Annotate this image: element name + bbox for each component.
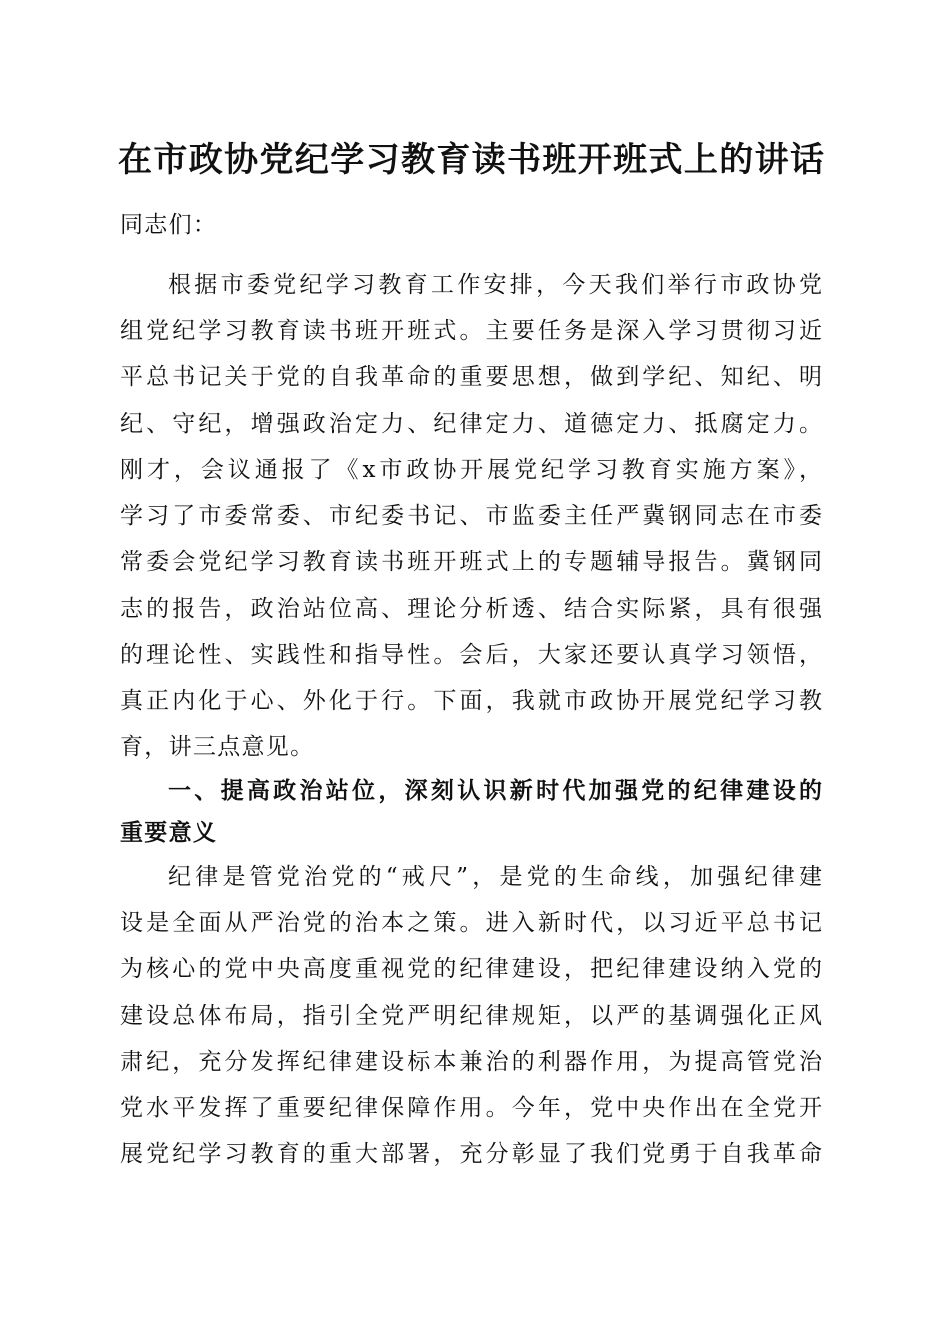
paragraph-line: 建设总体布局，指引全党严明纪律规矩，以严的基调强化正风 (120, 1003, 822, 1029)
paragraph-line: 根据市委党纪学习教育工作安排，今天我们举行市政协党 (168, 272, 822, 298)
salutation: 同志们： (120, 212, 218, 238)
paragraph-line: 真正内化于心、外化于行。下面，我就市政协开展党纪学习教 (120, 688, 822, 714)
paragraph-line: 党水平发挥了重要纪律保障作用。今年，党中央作出在全党开 (120, 1095, 822, 1121)
section-heading-line: 一、提高政治站位，深刻认识新时代加强党的纪律建设的 (168, 777, 822, 804)
paragraph-line: 展党纪学习教育的重大部署，充分彰显了我们党勇于自我革命 (120, 1141, 822, 1167)
document-title: 在市政协党纪学习教育读书班开班式上的讲话 (118, 140, 824, 180)
paragraph-line: 纪律是管党治党的“戒尺”，是党的生命线，加强纪律建 (168, 864, 822, 890)
paragraph-line: 设是全面从严治党的治本之策。进入新时代，以习近平总书记 (120, 910, 822, 936)
paragraph-line: 纪、守纪，增强政治定力、纪律定力、道德定力、抵腐定力。 (120, 411, 822, 437)
paragraph-line: 的理论性、实践性和指导性。会后，大家还要认真学习领悟， (120, 642, 822, 668)
paragraph-line: 育，讲三点意见。 (120, 734, 315, 760)
paragraph-line: 常委会党纪学习教育读书班开班式上的专题辅导报告。冀钢同 (120, 549, 822, 575)
paragraph-line: 学习了市委常委、市纪委书记、市监委主任严冀钢同志在市委 (120, 503, 822, 529)
paragraph-line: 志的报告，政治站位高、理论分析透、结合实际紧，具有很强 (120, 596, 822, 622)
paragraph-line: 肃纪，充分发挥纪律建设标本兼治的利器作用，为提高管党治 (120, 1049, 822, 1075)
section-heading-line: 重要意义 (120, 819, 218, 846)
paragraph-line: 刚才，会议通报了《x市政协开展党纪学习教育实施方案》， (120, 457, 822, 483)
paragraph-line: 组党纪学习教育读书班开班式。主要任务是深入学习贯彻习近 (120, 318, 822, 344)
paragraph-line: 为核心的党中央高度重视党的纪律建设，把纪律建设纳入党的 (120, 956, 822, 982)
paragraph-line: 平总书记关于党的自我革命的重要思想，做到学纪、知纪、明 (120, 364, 822, 390)
